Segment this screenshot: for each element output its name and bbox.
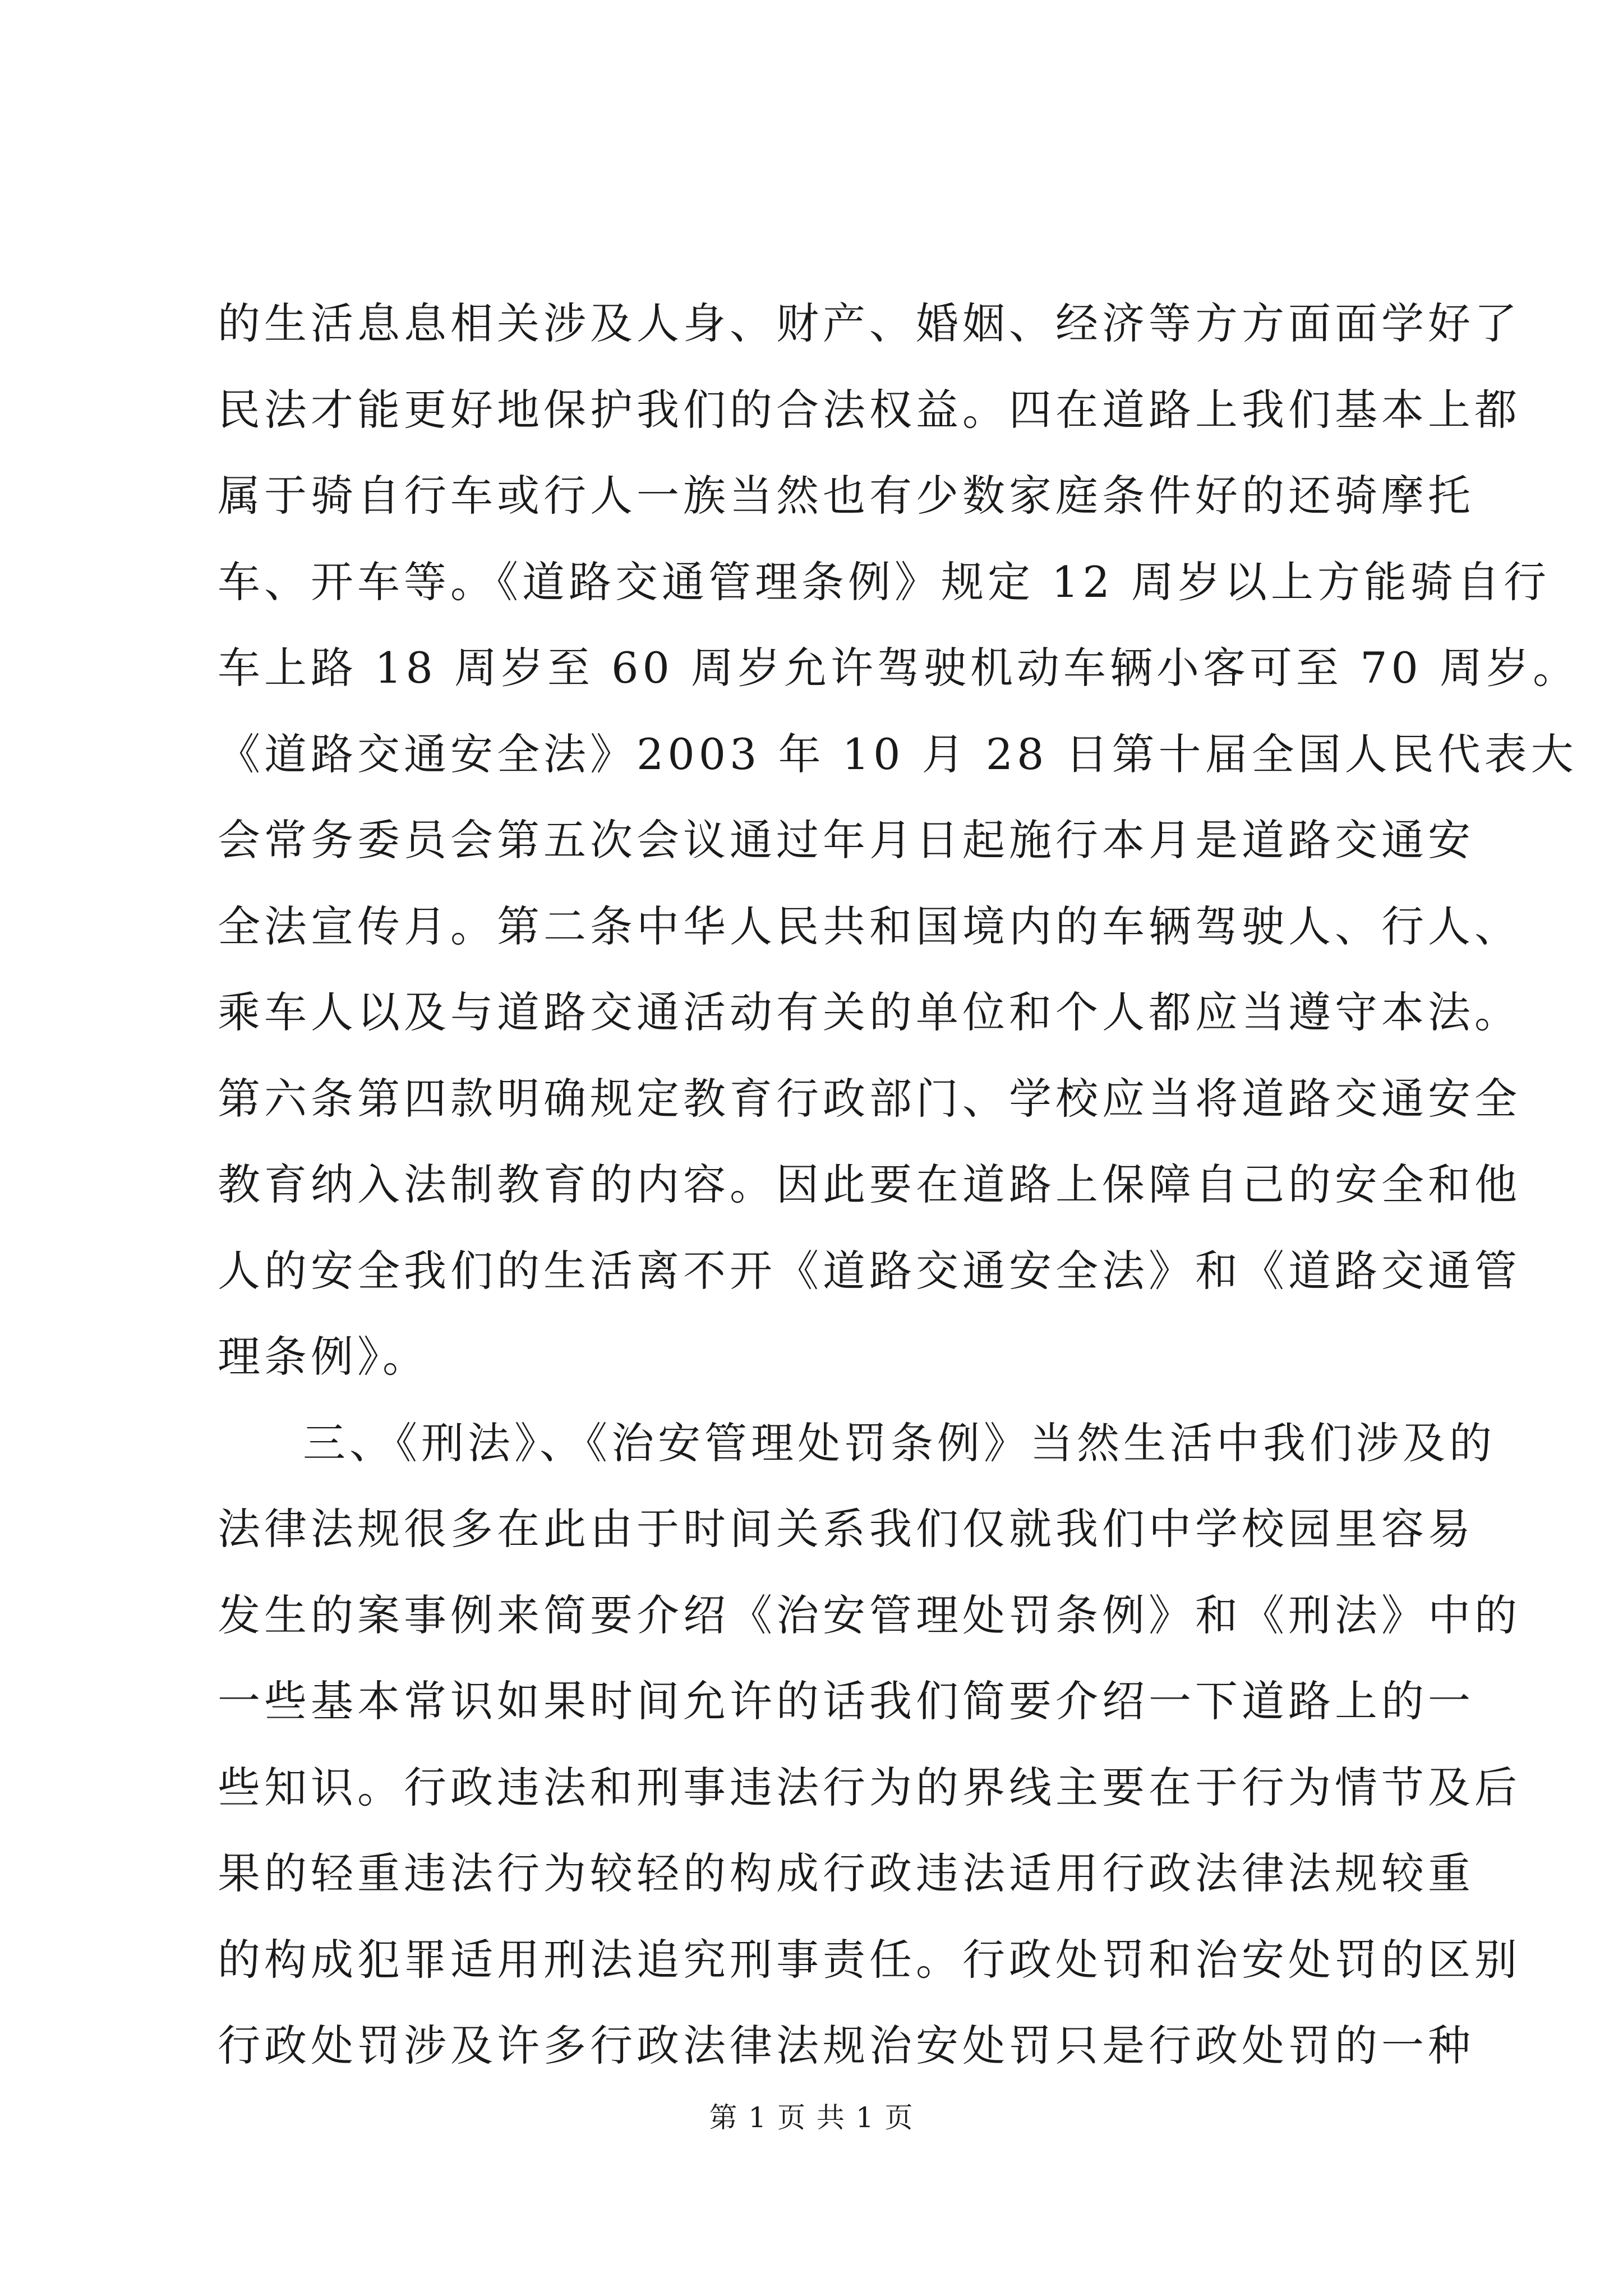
text-line-19: 果的轻重违法行为较轻的构成行政违法适用行政法律法规较重 xyxy=(218,1848,1474,1898)
text-line-16: 发生的案事例来简要介绍《治安管理处罚条例》和《刑法》中的 xyxy=(218,1590,1521,1640)
text-line-5: 车上路 18 周岁至 60 周岁允许驾驶机动车辆小客可至 70 周岁。 xyxy=(218,643,1580,693)
text-line-4: 车、开车等。《道路交通管理条例》规定 12 周岁以上方能骑自行 xyxy=(218,556,1551,607)
text-line-20: 的构成犯罪适用刑法追究刑事责任。行政处罚和治安处罚的区别 xyxy=(218,1934,1521,1985)
text-line-2: 民法才能更好地保护我们的合法权益。四在道路上我们基本上都 xyxy=(218,384,1521,435)
text-line-17: 一些基本常识如果时间允许的话我们简要介绍一下道路上的一 xyxy=(218,1676,1474,1726)
text-line-7: 会常务委员会第五次会议通过年月日起施行本月是道路交通安 xyxy=(218,815,1474,865)
text-line-15: 法律法规很多在此由于时间关系我们仅就我们中学校园里容易 xyxy=(218,1504,1474,1554)
text-line-11: 教育纳入法制教育的内容。因此要在道路上保障自己的安全和他 xyxy=(218,1159,1521,1209)
text-line-12: 人的安全我们的生活离不开《道路交通安全法》和《道路交通管 xyxy=(218,1245,1521,1296)
body-text xyxy=(218,280,1580,2089)
text-line-13: 理条例》。 xyxy=(218,1332,429,1382)
text-line-8: 全法宣传月。第二条中华人民共和国境内的车辆驾驶人、行人、 xyxy=(218,901,1521,951)
text-line-18: 些知识。行政违法和刑事违法行为的界线主要在于行为情节及后 xyxy=(218,1762,1521,1812)
text-line-10: 第六条第四款明确规定教育行政部门、学校应当将道路交通安全 xyxy=(218,1073,1521,1124)
text-line-21: 行政处罚涉及许多行政法律法规治安处罚只是行政处罚的一种 xyxy=(218,2021,1474,2070)
text-line-1: 的生活息息相关涉及人身、财产、婚姻、经济等方方面面学好了 xyxy=(218,298,1521,348)
text-line-3: 属于骑自行车或行人一族当然也有少数家庭条件好的还骑摩托 xyxy=(218,471,1474,521)
page-footer: 第 1 页 共 1 页 xyxy=(709,2101,914,2134)
text-line-9: 乘车人以及与道路交通活动有关的单位和个人都应当遵守本法。 xyxy=(218,987,1521,1037)
text-line-6: 《道路交通安全法》2003 年 10 月 28 日第十届全国人民代表大 xyxy=(218,729,1578,779)
text-line-14: 三、《刑法》、《治安管理处罚条例》当然生活中我们涉及的 xyxy=(303,1418,1496,1468)
